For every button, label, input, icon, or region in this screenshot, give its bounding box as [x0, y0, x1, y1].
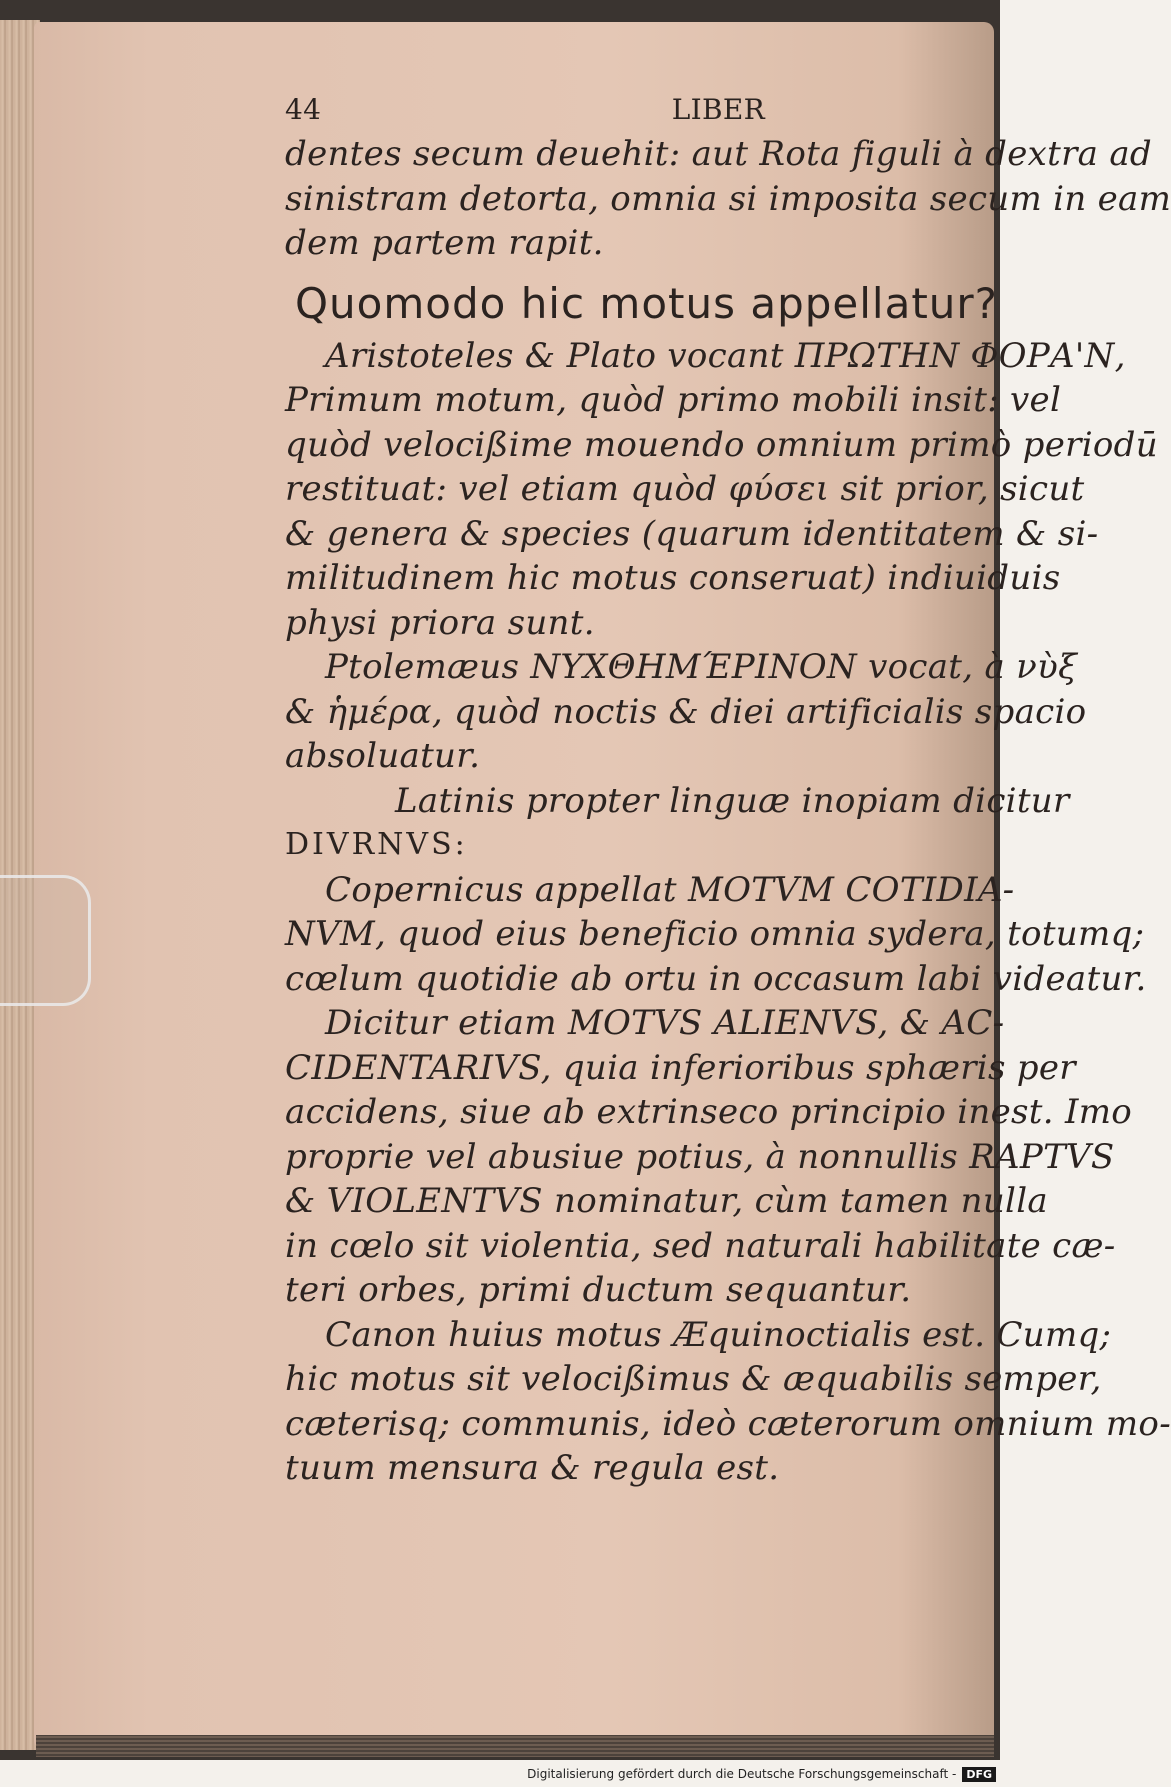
text-line: Aristoteles & Plato vocant ΠΡΩΤΗΝ ΦΟΡΑ'Ν, — [325, 335, 1126, 376]
page-clip — [0, 875, 91, 1006]
text-line: DIVRNVS: — [285, 827, 468, 862]
running-header — [285, 92, 765, 128]
text-lines — [285, 132, 1171, 1491]
page-stack-edge — [36, 1735, 994, 1757]
text-line: physi priora sunt. — [285, 602, 595, 643]
text-line: CIDENTARIVS, quia inferioribus sphæris per — [285, 1047, 1076, 1088]
section-heading: Quomodo hic motus appellatur? — [295, 278, 998, 328]
page-text — [285, 92, 1171, 1491]
text-line: militudinem hic motus conseruat) indiuiduis — [285, 558, 1061, 598]
text-line: Primum motum, quòd primo mobili insit: vel — [285, 380, 1062, 420]
text-line: Dicitur etiam MOTVS ALIENVS, & AC- — [325, 1003, 1005, 1043]
running-head: LIBER — [671, 93, 765, 126]
dfg-logo: DFG — [962, 1767, 996, 1782]
text-line: NVM, quod eius beneficio omnia sydera, totumq; — [285, 914, 1145, 954]
text-line: sinistram detorta, omnia si imposita secum in eam — [285, 178, 1171, 219]
text-line: Latinis propter linguæ inopiam dicitur — [395, 780, 1070, 821]
text-line: & VIOLENTVS nominatur, cùm tamen nulla — [285, 1181, 1048, 1221]
text-line: teri orbes, primi ductum sequantur. — [285, 1270, 912, 1310]
text-line: & genera & species (quarum identitatem & si- — [285, 513, 1099, 554]
page-number: 44 — [285, 93, 322, 126]
text-line: cæterisq; communis, ideò cæterorum omnium mo- — [285, 1403, 1171, 1444]
text-line: dem partem rapit. — [285, 223, 604, 263]
text-line: Ptolemæus ΝΥΧΘΗΜΈΡΙΝΟΝ vocat, à νὺξ — [325, 647, 1078, 687]
text-line: restituat: vel etiam quòd φύσει sit prior, sicut — [285, 469, 1085, 509]
text-line: Copernicus appellat MOTVM COTIDIA- — [325, 869, 1015, 910]
text-line: Canon huius motus Æquinoctialis est. Cumq; — [325, 1314, 1112, 1355]
text-line: dentes secum deuehit: aut Rota figuli à dextra ad — [285, 134, 1152, 174]
digitization-footer — [527, 1761, 1000, 1787]
text-line: quòd velocißime mouendo omnium primò periodū — [285, 424, 1158, 465]
text-line: accidens, siue ab extrinseco principio inest. Imo — [285, 1092, 1133, 1132]
text-line: proprie vel abusiue potius, à nonnullis RAPTVS — [285, 1136, 1115, 1177]
text-line: cœlum quotidie ab ortu in occasum labi videatur. — [285, 958, 1147, 999]
text-line: & ἡμέρα, quòd noctis & diei artificialis spacio — [285, 691, 1087, 732]
text-line: absoluatur. — [285, 736, 481, 776]
text-line: hic motus sit velocißimus & æquabilis semper, — [285, 1359, 1102, 1399]
footer-credit: Digitalisierung gefördert durch die Deutsche Forschungsgemeinschaft - — [527, 1767, 957, 1781]
text-line: tuum mensura & regula est. — [285, 1448, 780, 1488]
text-line: in cœlo sit violentia, sed naturali habilitate cæ- — [285, 1225, 1116, 1266]
